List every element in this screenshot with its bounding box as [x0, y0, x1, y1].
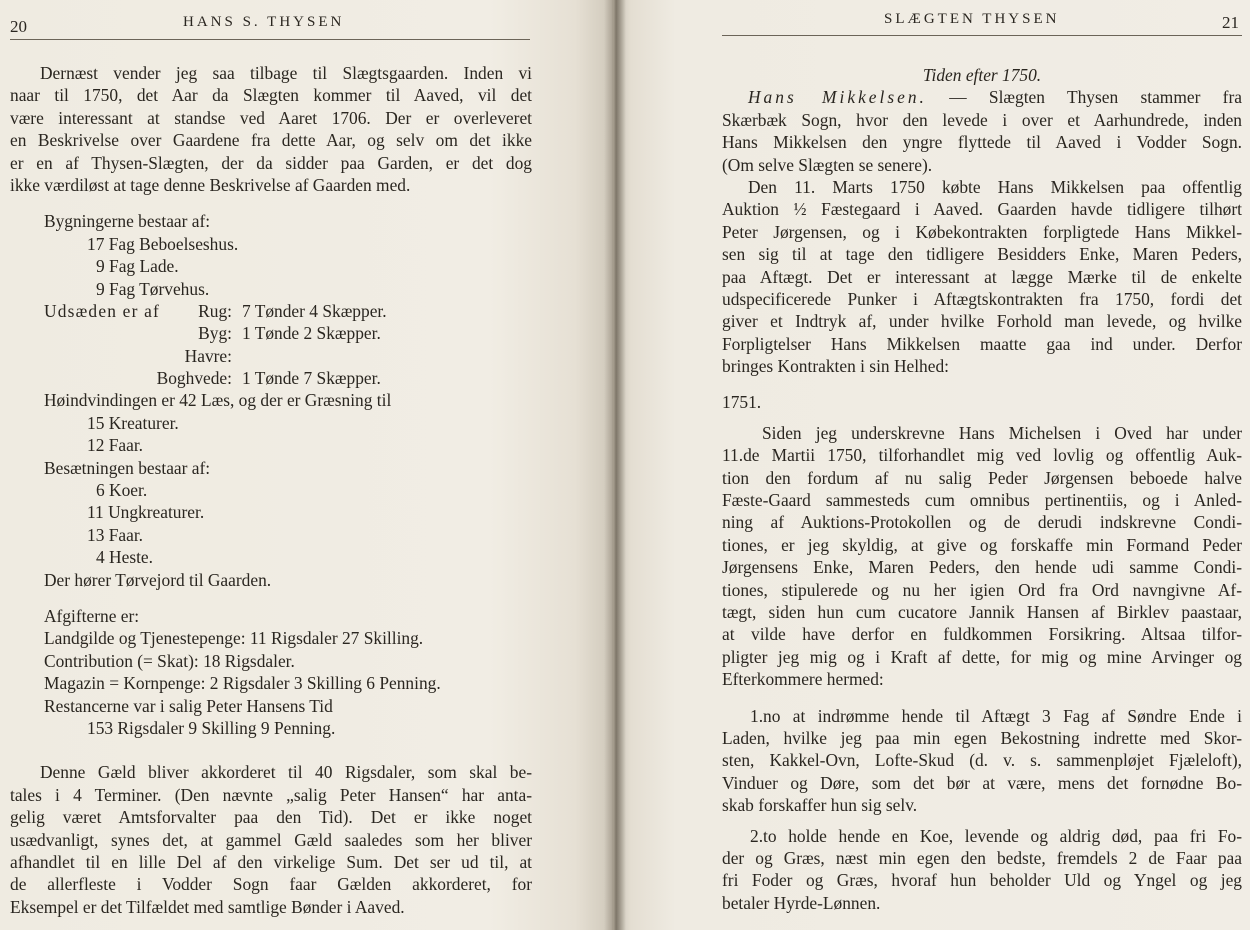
text-line: Der hører Tørvejord til Gaarden. — [44, 569, 272, 590]
list-item: 153 Rigsdaler 9 Skilling 9 Penning. — [87, 717, 336, 738]
paragraph — [722, 705, 1242, 817]
text-line: Siden jeg underskrevne Hans Michelsen i Oved har under — [762, 422, 1242, 443]
sowing-table — [10, 300, 532, 390]
text-line: giver et Indtryk af, under hvilke Forhold man levede, og hvilke — [722, 311, 1242, 332]
list-item: 9 Fag Lade. — [96, 256, 179, 277]
list-item: 15 Kreaturer. — [87, 412, 179, 433]
person-name: Hans Mikkelsen. — [748, 87, 927, 108]
text-line: de allerfleste i Vodder Sogn faar Gælden akkorderet, for — [10, 874, 532, 895]
text-line: ikke værdiløst at tage denne Beskrivelse af Gaarden med. — [10, 174, 411, 195]
table-row — [10, 345, 532, 367]
running-head: HANS S. THYSEN — [183, 14, 345, 30]
list-item: 6 Koer. — [96, 480, 148, 501]
paragraph — [722, 86, 1242, 176]
paragraph — [722, 825, 1242, 915]
text-span: — Slægten Thysen stammer fra — [926, 87, 1242, 108]
text-line: Laden, hvilke jeg paa min egen Bekostning indrette med Skor- — [722, 727, 1242, 748]
header-rule — [722, 35, 1242, 36]
right-body — [722, 64, 1242, 914]
text-line: fri Foder og Græs, hvoraf hun beholder Uld og Yngel og jeg — [722, 870, 1242, 891]
left-page — [0, 0, 612, 930]
text-line: Fæste-Gaard sammesteds cum omnibus pertinentiis, og i Anled- — [722, 490, 1242, 511]
text-line: Jørgensens Enke, Maren Peders, den hende udi samme Condi- — [722, 557, 1242, 578]
text-line: Denne Gæld bliver akkorderet til 40 Rigsdaler, som skal be- — [40, 762, 532, 783]
paragraph — [10, 761, 532, 918]
text-line: 1.no at indrømme hende til Aftægt 3 Fag af Søndre Ende i — [750, 705, 1242, 726]
text-line: paa Aftægt. Det er interessant at lægge Mærke til de enkelte — [722, 266, 1242, 287]
crop-name: Byg: — [198, 323, 232, 344]
page-number: 21 — [1222, 13, 1239, 32]
section-title: Tiden efter 1750. — [922, 65, 1042, 85]
text-line: Eksempel er det Tilfældet med samtlige Bønder i Aaved. — [10, 896, 405, 917]
text-line: Landgilde og Tjenestepenge: 11 Rigsdaler 27 Skilling. — [44, 628, 424, 649]
list-item: 9 Fag Tørvehus. — [96, 278, 210, 299]
text-line: ning af Auktions-Protokollen og de derudi indskrevne Condi- — [722, 512, 1242, 533]
header-rule — [10, 39, 530, 40]
text-line: tion den fordum af nu salig Peder Jørgensen beboede halve — [722, 467, 1242, 488]
list-item: 12 Faar. — [87, 435, 144, 456]
text-line: (Om selve Slægten se senere). — [722, 154, 933, 175]
text-line: Peter Jørgensen, og i Købekontrakten forpligtede Hans Mikkel- — [722, 221, 1242, 242]
text-line: er en af Thysen-Slægten, der da sidder paa Garden, er det dog — [10, 152, 532, 173]
text-line: naar til 1750, det Aar da Slægten kommer til Aaved, vil det — [10, 85, 532, 106]
text-line: Skærbæk Sogn, hvor den levede i over et Aarhundrede, inden — [722, 109, 1242, 130]
text-line: Vinduer og Døre, som det bør at være, mens det fornødne Bo- — [722, 772, 1242, 793]
running-head: SLÆGTEN THYSEN — [884, 11, 1060, 27]
text-line: afhandlet til en lille Del af den virkelige Sum. Det ser ud til, at — [10, 851, 532, 872]
paragraph — [10, 62, 532, 196]
list-heading: Besætningen bestaar af: — [44, 457, 211, 478]
text-line: tiones, er jeg skyldig, at give og forskaffe min Formand Peder — [722, 534, 1242, 555]
text-line: 2.to holde hende en Koe, levende og aldrig død, paa fri Fo- — [750, 825, 1242, 846]
text-line — [722, 86, 1242, 108]
text-line: Efterkommere hermed: — [722, 669, 884, 690]
text-line: Høindvindingen er 42 Læs, og der er Græsning til — [44, 390, 392, 411]
text-line: en Beskrivelse over Gaardene fra dette Aar, og selv om det ikke — [10, 130, 532, 151]
text-line: Hans Mikkelsen den yngre flyttede til Aaved i Vodder Sogn. — [722, 132, 1242, 153]
paragraph — [722, 422, 1242, 691]
text-line: være interessant at standse ved Aaret 1706. Der er overleveret — [10, 107, 532, 128]
table-label: Udsæden er af — [44, 300, 161, 321]
list-item: 4 Heste. — [96, 547, 153, 568]
text-line: Magazin = Kornpenge: 2 Rigsdaler 3 Skilling 6 Penning. — [44, 673, 441, 694]
crop-amount: 1 Tønde 2 Skæpper. — [242, 323, 381, 344]
table-row — [10, 367, 532, 389]
table-row — [10, 322, 532, 344]
text-line: udspecificerede Punker i Aftægtskontrakten fra 1750, fordi det — [722, 288, 1242, 309]
text-line: betaler Hyrde-Lønnen. — [722, 892, 881, 913]
crop-amount: 1 Tønde 7 Skæpper. — [242, 368, 381, 389]
text-line: bringes Kontrakten i sin Helhed: — [722, 356, 949, 377]
year-heading: 1751. — [722, 392, 762, 413]
list-item: 13 Faar. — [87, 524, 144, 545]
text-line: skab forskaffer hun sig selv. — [722, 795, 918, 816]
text-line: usædvanligt, synes det, at gammel Gæld saaledes som her bliver — [10, 829, 532, 850]
text-line: Contribution (= Skat): 18 Rigsdaler. — [44, 650, 295, 671]
text-line: tægt, siden hun cum cucatore Jannik Hansen af Birklev paastaar, — [722, 601, 1242, 622]
text-line: Auktion ½ Fæstegaard i Aaved. Gaarden havde tidligere tilhørt — [722, 199, 1242, 220]
text-line: Den 11. Marts 1750 købte Hans Mikkelsen paa offentlig — [748, 176, 1242, 197]
text-line: 11.de Martii 1750, tilforhandlet mig ved lovlig og offentlig Auk- — [722, 445, 1242, 466]
crop-amount: 7 Tønder 4 Skæpper. — [242, 300, 387, 321]
table-row — [10, 300, 532, 322]
text-line: sen sig til at tage den tidligere Besidders Enke, Maren Peders, — [722, 244, 1242, 265]
text-line: at vilde have derfor en fuldkommen Forsikring. Altsaa tilfor- — [722, 624, 1242, 645]
dues-list — [10, 605, 532, 739]
text-line: gelig været Amtsforvalter paa den Tid). Det er ikke noget — [10, 807, 532, 828]
text-line: tales i 4 Terminer. (Den nævnte „salig Peter Hansen“ har anta- — [10, 784, 532, 805]
hay-list — [10, 389, 532, 456]
book-gutter — [604, 0, 626, 930]
list-heading: Afgifterne er: — [44, 605, 140, 626]
text-line: der og Græs, næst min egen den bedste, fremdels 2 de Faar paa — [722, 847, 1242, 868]
list-heading: Bygningerne bestaar af: — [44, 211, 211, 232]
text-line: pligter jeg mig og i Kraft af dette, for mig og mine Arvinger og — [722, 646, 1242, 667]
text-line: tiones, stipulerede og nu her igien Ord fra Ord navngivne Af- — [722, 579, 1242, 600]
text-line: Dernæst vender jeg saa tilbage til Slægtsgaarden. Inden vi — [40, 63, 532, 83]
crop-amount — [232, 345, 242, 367]
list-item: 17 Fag Beboelseshus. — [87, 233, 239, 254]
buildings-list — [10, 210, 532, 300]
right-page — [612, 0, 1250, 930]
crop-name: Rug: — [198, 300, 232, 321]
stock-list — [10, 457, 532, 569]
list-item: 11 Ungkreaturer. — [87, 502, 205, 523]
paragraph — [722, 176, 1242, 378]
text-line: Forpligtelser Hans Mikkelsen maatte gaa ind under. Derfor — [722, 333, 1242, 354]
page-number: 20 — [10, 17, 27, 36]
text-line: sten, Kakkel-Ovn, Lofte-Skud (d. v. s. sammenpløjet Fjæleloft), — [722, 750, 1242, 771]
text-line: Restancerne var i salig Peter Hansens Tid — [44, 695, 333, 716]
crop-name: Havre: — [184, 345, 232, 366]
left-body — [10, 62, 532, 918]
crop-name: Boghvede: — [156, 368, 232, 389]
